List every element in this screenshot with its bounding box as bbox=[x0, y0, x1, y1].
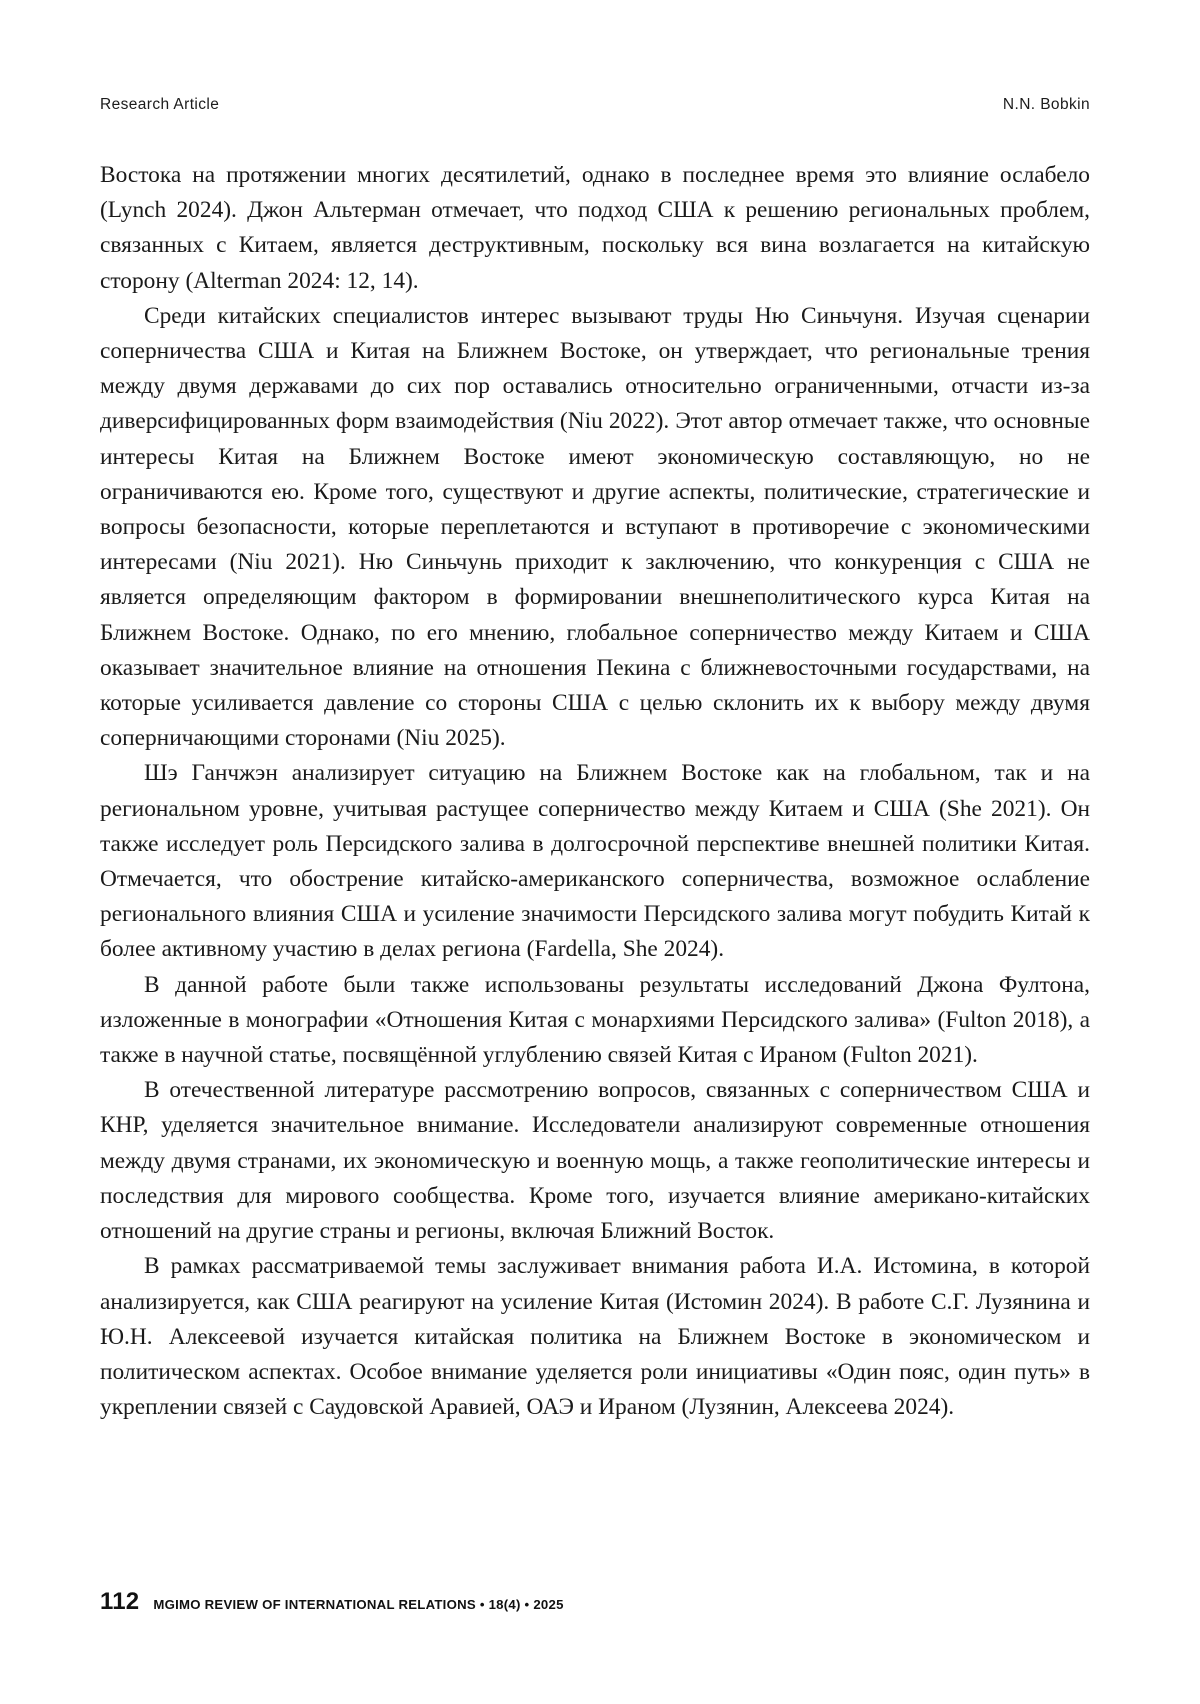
page-number: 112 bbox=[100, 1588, 140, 1615]
paragraph: В рамках рассматриваемой темы заслуживает внимания работа И.А. Истомина, в которой анализируется, как США реагируют на усиление Китая (Истомин 2024). В работе С.Г. Лузянина и Ю.Н. Алексеевой изучается китайская политика на Ближнем Востоке в экономическом и политическом аспектах. Особое внимание уделяется роли инициативы «Один пояс, один путь» в укреплении связей с Саудовской Аравией, ОАЭ и Ираном (Лузянин, Алексеева 2024). bbox=[100, 1253, 1090, 1421]
running-head-left: Research Article bbox=[100, 96, 220, 113]
paragraph: Востока на протяжении многих десятилетий, однако в последнее время это влияние ослабело (Lynch 2024). Джон Альтерман отмечает, что подход США к решению региональных проблем, связанных с Китаем, является деструктивным, поскольку вся вина возлагается на китайскую сторону (Alterman 2024: 12, 14). bbox=[100, 162, 1090, 294]
article-body bbox=[100, 158, 1090, 1425]
paragraph: В данной работе были также использованы результаты исследований Джона Фултона, изложенные в монографии «Отношения Китая с монархиями Персидского залива» (Fulton 2018), а также в научной статье, посвящённой углублению связей Китая с Ираном (Fulton 2021). bbox=[100, 971, 1090, 1069]
paragraph: В отечественной литературе рассмотрению вопросов, связанных с соперничеством США и КНР, уделяется значительное внимание. Исследователи анализируют современные отношения между двумя странами, их экономическую и военную мощь, а также геополитические интересы и последствия для мирового сообщества. Кроме того, изучается влияние американо-китайских отношений на другие страны и регионы, включая Ближний Восток. bbox=[100, 1077, 1090, 1245]
page-footer bbox=[100, 1588, 1090, 1616]
paragraph: Шэ Ганчжэн анализирует ситуацию на Ближнем Востоке как на глобальном, так и на региональном уровне, учитывая растущее соперничество между Китаем и США (She 2021). Он также исследует роль Персидского залива в долгосрочной перспективе внешней политики Китая. Отмечается, что обострение китайско-американского соперничества, возможное ослабление регионального влияния США и усиление значимости Персидского залива могут побудить Китай к более активному участию в делах региона (Fardella, She 2024). bbox=[100, 760, 1090, 963]
journal-citation-line: MGIMO REVIEW OF INTERNATIONAL RELATIONS • 18(4) • 2025 bbox=[153, 1597, 564, 1612]
page-content bbox=[100, 96, 1090, 1425]
running-head bbox=[100, 96, 1090, 114]
paragraph: Среди китайских специалистов интерес вызывают труды Ню Синьчуня. Изучая сценарии соперничества США и Китая на Ближнем Востоке, он утверждает, что региональные трения между двумя державами до сих пор оставались относительно ограниченными, отчасти из-за диверсифицированных форм взаимодействия (Niu 2022). Этот автор отмечает также, что основные интересы Китая на Ближнем Востоке имеют экономическую составляющую, но не ограничиваются ею. Кроме того, существуют и другие аспекты, политические, стратегические и вопросы безопасности, которые переплетаются и вступают в противоречие с экономическими интересами (Niu 2021). Ню Синьчунь приходит к заключению, что конкуренция с США не является определяющим фактором в формировании внешнеполитического курса Китая на Ближнем Востоке. Однако, по его мнению, глобальное соперничество между Китаем и США оказывает значительное влияние на отношения Пекина с ближневосточными государствами, на которые усиливается давление со стороны США с целью склонить их к выбору между двумя соперничающими сторонами (Niu 2025). bbox=[100, 302, 1090, 752]
running-head-right: N.N. Bobkin bbox=[1002, 96, 1090, 113]
